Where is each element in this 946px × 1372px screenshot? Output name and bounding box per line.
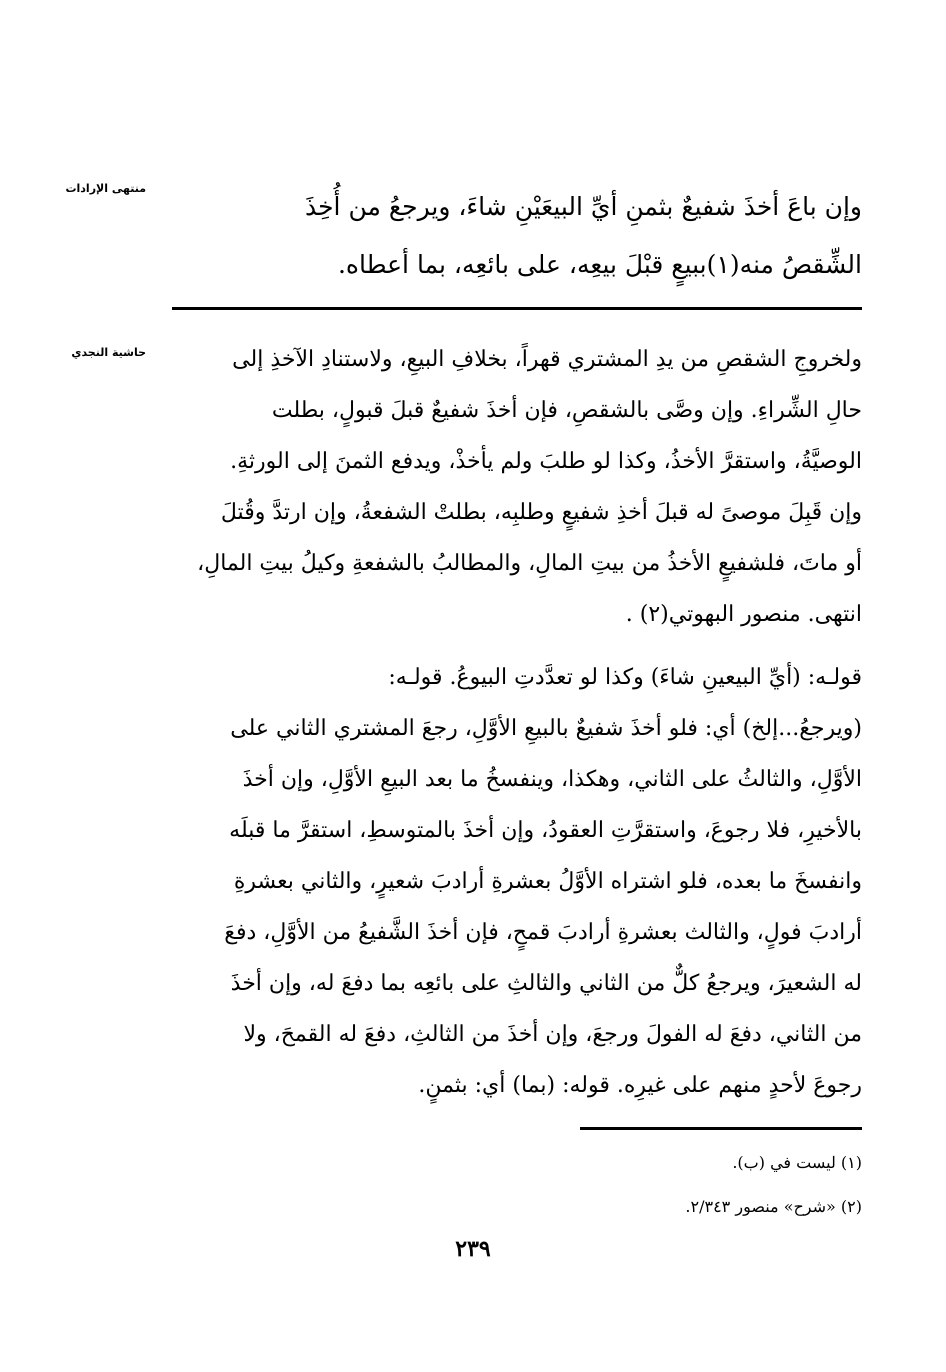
footnotes xyxy=(172,1141,862,1229)
footnote-divider xyxy=(580,1127,862,1130)
section-divider xyxy=(172,307,862,310)
footnote: (٢) «شرح» منصور ٢/٣٤٣. xyxy=(685,1197,862,1216)
commentary-text xyxy=(172,334,862,1111)
body-line: بالأخيرِ، فلا رجوعَ، واستقرَّتِ العقودُ، وإن أخذَ بالمتوسطِ، استقرَّ ما قبلَه xyxy=(229,818,862,843)
body-line: له الشعيرَ، ويرجعُ كلٌّ من الثاني والثالثِ على بائعِه بما دفعَ له، وإن أخذَ xyxy=(230,971,862,996)
body-line: وانفسخَ ما بعده، فلو اشتراه الأوَّلُ بعشرةِ أرادبَ شعيرٍ، والثاني بعشرةِ xyxy=(233,869,862,894)
page-number: ٢٣٩ xyxy=(455,1236,491,1262)
body-line: رجوعَ لأحدٍ منهم على غيرِه. قوله: (بما) أي: بثمنٍ. xyxy=(418,1073,862,1098)
body-line: ولخروجِ الشقصِ من يدِ المشتري قهراً، بخلافِ البيعِ، ولاستنادِ الآخذِ إلى xyxy=(232,347,862,372)
margin-label-hashiya: حاشية النجدي xyxy=(71,346,146,359)
body-line: حالِ الشِّراءِ. وإن وصَّى بالشقصِ، فإن أخذَ شفيعٌ قبلَ قبولٍ، بطلت xyxy=(271,398,862,423)
body-line: من الثاني، دفعَ له الفولَ ورجعَ، وإن أخذَ من الثالثِ، دفعَ له القمحَ، ولا xyxy=(243,1022,862,1047)
margin-label-matn: منتهى الإرادات xyxy=(65,182,146,195)
footnote: (١) ليست في (ب). xyxy=(732,1153,862,1172)
body-line: (ويرجعُ...إلخ) أي: فلو أخذَ شفيعٌ بالبيعِ الأوَّلِ، رجعَ المشتري الثاني على xyxy=(230,716,862,741)
matn-line: وإن باعَ أخذَ شفيعٌ بثمنِ أيِّ البيعَيْنِ شاءَ، ويرجعُ من أُخِذَ xyxy=(304,192,862,221)
body-line: الأوَّلِ، والثالثُ على الثاني، وهكذا، وينفسخُ ما بعد البيعِ الأوَّلِ، وإن أخذَ xyxy=(242,767,862,792)
body-line: انتهى. منصور البهوتي(٢) . xyxy=(625,602,862,627)
body-line: أرادبَ فولٍ، والثالث بعشرةِ أرادبَ قمحٍ، فإن أخذَ الشَّفيعُ من الأوَّلِ، دفعَ xyxy=(224,920,862,945)
body-line: أو ماتَ، فلشفيعٍ الأخذُ من بيتِ المالِ، والمطالبُ بالشفعةِ وكيلُ بيتِ المالِ، xyxy=(197,551,862,576)
body-line: وإن قَبِلَ موصىً له قبلَ أخذِ شفيعٍ وطلبِه، بطلتْ الشفعةُ، وإن ارتدَّ وقُتلَ xyxy=(220,500,862,525)
body-line: قولـه: (أيِّ البيعينِ شاءَ) وكذا لو تعدَّدتِ البيوعُ. قولـه: xyxy=(388,665,862,690)
matn-line: الشِّقصُ منه(١)ببيعٍ قبْلَ بيعِه، على بائعِه، بما أعطاه. xyxy=(337,250,862,279)
body-line: الوصيَّةُ، واستقرَّ الأخذُ، وكذا لو طلبَ ولم يأخذْ، ويدفع الثمنَ إلى الورثةِ. xyxy=(230,449,862,474)
matn-text xyxy=(172,178,862,294)
